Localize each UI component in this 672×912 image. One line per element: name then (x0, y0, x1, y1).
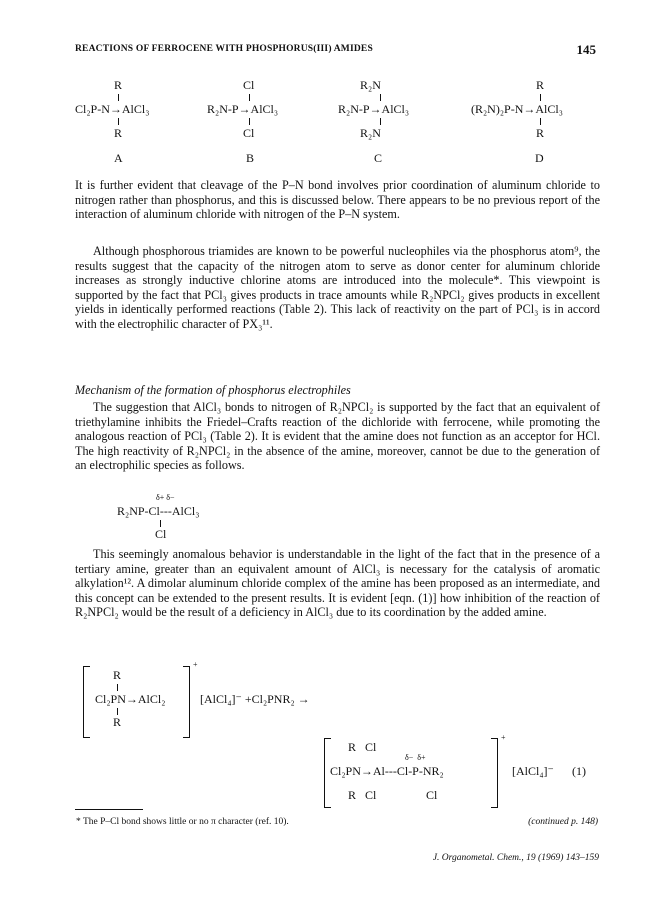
structure-a-top: R (114, 78, 123, 92)
page-number: 145 (576, 42, 596, 57)
bond-line (118, 94, 119, 101)
structure-c-top: R₂N (360, 78, 381, 92)
structure-a-bottom: R (114, 126, 123, 140)
partial-charges: δ+ δ− (156, 493, 175, 502)
structure-a-label: A (114, 151, 123, 165)
bond-line (380, 94, 381, 101)
bond-line (118, 118, 119, 125)
eqn-left-bottom: R (113, 715, 122, 729)
structure-c-label: C (374, 151, 383, 165)
species-bottom: Cl (155, 527, 167, 541)
bond-line (249, 94, 250, 101)
continued-note: (continued p. 148) (528, 817, 598, 827)
eqn-tail: [AlCl₄]⁻ (512, 764, 554, 778)
eqn-right-row: Cl₂PN→Al---Cl-P-NR₂ (330, 764, 444, 778)
eqn-left-top: R (113, 668, 122, 682)
journal-citation: J. Organometal. Chem., 19 (1969) 143–159 (432, 853, 599, 863)
bond-line (540, 118, 541, 125)
structure-b-bottom: Cl (243, 126, 255, 140)
paragraph-3-text: The suggestion that AlCl₃ bonds to nitrogen of R₂NPCl₂ is supported by the fact that an equivalent of triethylamine inhibits the Friedel–Crafts reaction of the dichloride with ferrocene, while promoting the analogous reaction of PCl₃ (Table 2). It is evident that the amine does not function as an acceptor for HCl. The high reactivity of R₂NPCl₂ in the absence of the amine, moreover, cannot be due to the generation of an electrophilic species as follows. (75, 400, 600, 473)
bond-line (380, 118, 381, 125)
structure-d-bottom: R (536, 126, 545, 140)
right-bracket-close (491, 738, 498, 808)
structure-d-label: D (535, 151, 544, 165)
structure-b-top: Cl (243, 78, 255, 92)
section-heading: Mechanism of the formation of phosphorus electrophiles (75, 383, 351, 397)
eqn-right-top: R Cl (348, 740, 377, 754)
structure-b-row: R₂N-P→AlCl₃ (207, 102, 279, 116)
eqn-right-charges: δ− δ+ (405, 753, 426, 762)
structure-b-label: B (246, 151, 255, 165)
structure-a-row: Cl₂P-N→AlCl₃ (75, 102, 150, 116)
paragraph-4 (75, 547, 600, 620)
footnote-rule (75, 809, 143, 810)
eqn-left-row: Cl₂PN→AlCl₂ (95, 692, 166, 706)
equation-number: (1) (572, 764, 586, 778)
paragraph-1 (75, 178, 600, 222)
paragraph-3 (75, 400, 600, 473)
product-charge: + (501, 733, 506, 742)
eqn-middle: [AlCl₄]⁻ +Cl₂PNR₂ → (200, 692, 310, 706)
footnote: * The P–Cl bond shows little or no π character (ref. 10). (76, 817, 289, 827)
paragraph-2 (75, 244, 600, 332)
left-bracket-open (83, 666, 90, 738)
cation-charge: + (193, 660, 198, 669)
bond-line (249, 118, 250, 125)
running-header (75, 44, 596, 60)
eqn-right-bottom2: Cl (426, 788, 438, 802)
structure-d-top: R (536, 78, 545, 92)
left-bracket-close (183, 666, 190, 738)
paragraph-4-text: This seemingly anomalous behavior is understandable in the light of the fact that in the presence of a tertiary amine, greater than an equivalent amount of AlCl₃ is necessary for the catalysis of aromatic alkylation¹². A dimolar aluminum chloride complex of the amine has been proposed as an intermediate, and this concept can be extended to the present results. It is evident [eqn. (1)] how inhibition of the reaction of R₂NPCl₂ would be the result of a deficiency in AlCl₃ due to its coordination by the added amine. (75, 547, 600, 620)
structure-c-row: R₂N-P→AlCl₃ (338, 102, 410, 116)
species-formula: R₂NP-Cl---AlCl₃ (117, 504, 200, 518)
paragraph-1-text: It is further evident that cleavage of the P–N bond involves prior coordination of aluminum chloride to nitrogen rather than phosphorus, and this is discussed below. There appears to be no previous report of the interaction of aluminum chloride with nitrogen of the P–N system. (75, 178, 600, 222)
eqn-right-bottom: R Cl (348, 788, 377, 802)
bond-line (117, 708, 118, 715)
bond-line (117, 684, 118, 691)
structure-d-row: (R₂N)₂P-N→AlCl₃ (471, 102, 563, 116)
bond-line (160, 520, 161, 527)
header-title: REACTIONS OF FERROCENE WITH PHOSPHORUS(III) AMIDES (75, 44, 373, 54)
structure-c-bottom: R₂N (360, 126, 381, 140)
paragraph-2-text: Although phosphorous triamides are known to be powerful nucleophiles via the phosphorus atom⁹, the results suggest that the capacity of the nitrogen atom to serve as donor center for aluminum chloride increases as strongly inductive chlorine atoms are introduced into the molecule*. This viewpoint is supported by the fact that PCl₃ gives products in trace amounts while R₂NPCl₂ gives products in excellent yields in identically performed reactions (Table 2). This lack of reactivity on the part of PCl₃ is in accord with the electrophilic character of PX₃¹¹. (75, 244, 600, 331)
bond-line (540, 94, 541, 101)
